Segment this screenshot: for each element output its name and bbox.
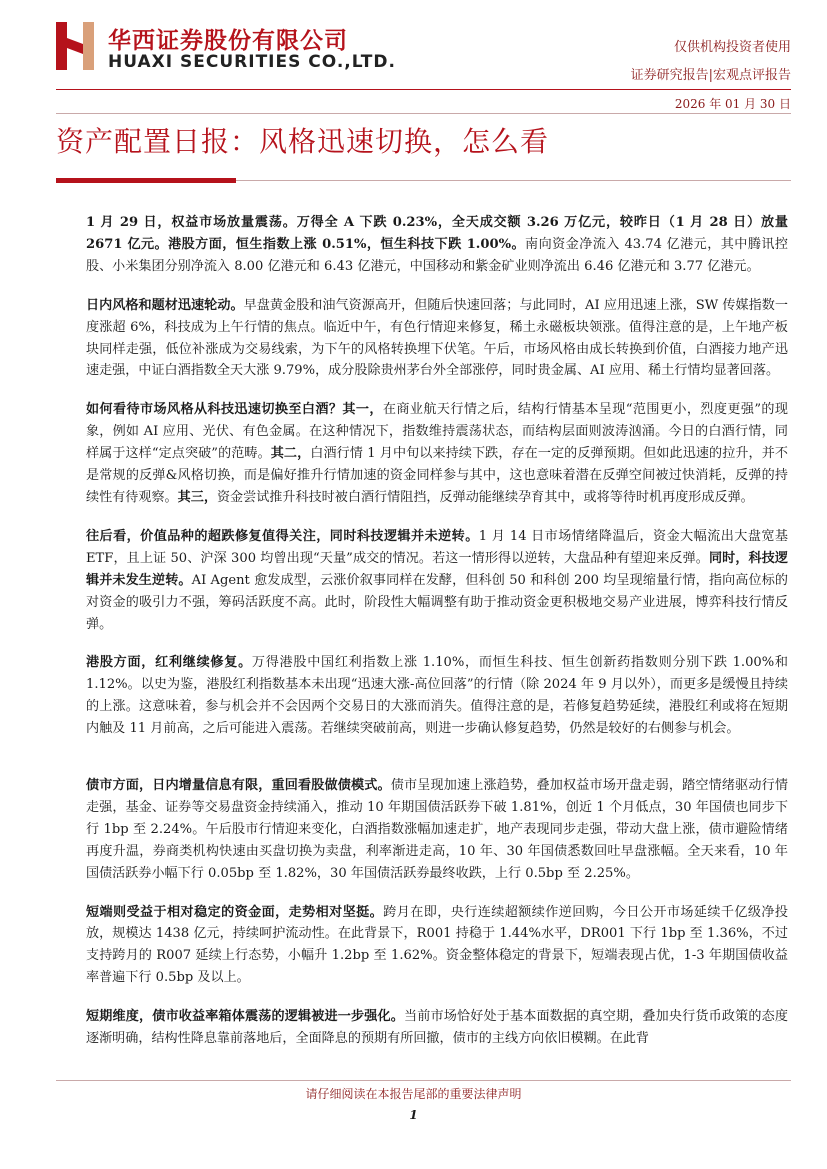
paragraph-emphasis: 短期维度，债市收益率箱体震荡的逻辑被进一步强化。 xyxy=(86,1009,404,1025)
paragraph-emphasis: 往后看，价值品种的超跌修复值得关注，同时科技逻辑并未逆转。 xyxy=(86,528,479,544)
body-paragraph xyxy=(86,295,788,383)
footer-disclaimer: 请仔细阅读在本报告尾部的重要法律声明 xyxy=(305,1087,522,1101)
body-paragraph xyxy=(86,652,788,740)
date-divider xyxy=(56,113,791,114)
paragraph-text: 万得港股中国红利指数上涨 1.10%，而恒生科技、恒生创新药指数则分别下跌 1.00%和 1.12%。以史为鉴，港股红利指数基本未出现“迅速大涨-高位回落”的行情（除 2024 年 9 月以外），而更多是缓慢且持续的上涨。这意味着，参与机会并不会因两个交易日的大涨而消失。值得注意的是，若修复趋势延续，港股红利或将在短期内触及 11 月前高，之后可能进入震荡。若继续突破前高，则进一步确认修复趋势，仍然是较好的右侧参与机会。 xyxy=(86,655,789,737)
paragraph-text: AI Agent 愈发成型，云涨价叙事同样在发酵，但科创 50 和科创 200 均呈现缩量行情，指向高位标的对资金的吸引力不强，筹码活跃度不高。此时，阶段性大幅调整有助于推动资金更积极地交易产业进展，博弈科技行情反弹。 xyxy=(86,572,788,632)
paragraph-emphasis: 如何看待市场风格从科技迅速切换至白酒？其一， xyxy=(86,402,383,418)
body-paragraph xyxy=(86,526,788,636)
report-date: 2026 年 01 月 30 日 xyxy=(674,97,791,111)
paragraph-emphasis: 同时，科技逻辑并未发生逆转。 xyxy=(86,550,789,588)
paragraph-text: 在商业航天行情之后，结构行情基本呈现“范围更小，烈度更强”的现象，例如 AI 应用、光伏、有色金属。在这种情况下，指数维持震荡状态，而结构层面则波涛汹涌。今日的白酒行情，同样属于这样“定点突破”的范畴。 xyxy=(86,402,788,462)
body-paragraph xyxy=(86,212,788,278)
paragraph-text: 债市呈现加速上涨趋势，叠加权益市场开盘走弱，踏空情绪驱动行情走强，基金、证券等交易盘资金持续涌入，推动 10 年期国债活跃券下破 1.81%，创近 1 个月低点，30 年国债也同步下行 1bp 至 2.24%。午后股市行情迎来变化，白酒指数涨幅加速走扩，地产表现同步走强，带动大盘上涨，债市避险情绪再度升温，券商类机构快速由买盘切换为卖盘，利率渐进走高，10 年、30 年国债悉数回吐早盘涨幅。全天来看，10 年国债活跃券小幅下行 0.05bp 至 1.82%，30 年国债活跃券最终收跌，上行 0.5bp 至 2.25%。 xyxy=(86,778,789,881)
report-title: 资产配置日报：风格迅速切换，怎么看 xyxy=(56,125,550,158)
paragraph-text: 南向资金净流入 43.74 亿港元，其中腾讯控股、小米集团分别净流入 8.00 亿港元和 6.43 亿港元，中国移动和紫金矿业则净流出 6.46 亿港元和 3.77 亿港元。 xyxy=(86,236,789,274)
body-paragraph xyxy=(86,399,788,509)
body-paragraph xyxy=(86,775,788,885)
paragraph-text: 早盘黄金股和油气资源高开，但随后快速回落；与此同时，AI 应用迅速上涨，SW 传媒指数一度涨超 6%，科技成为上午行情的焦点。临近中午，有色行情迎来修复，稀土永磁板块领涨。值得注意的是，上午地产板块同样走强，低位补涨成为交易线索，为下午的风格转换埋下伏笔。午后，市场风格由成长转换到价值，白酒接力地产迅速走强，中证白酒指数全天大涨 9.79%，成分股除贵州茅台外全部涨停，同时贵金属、AI 应用、稀土行情均显著回落。 xyxy=(86,297,788,379)
paragraph-text: 跨月在即，央行连续超额续作逆回购，今日公开市场延续千亿级净投放，规模达 1438 亿元，持续呵护流动性。在此背景下，R001 持稳于 1.44%水平，DR001 下行 1bp 至 1.36%，不过支持跨月的 R007 延续上行态势，小幅升 1.2bp 至 1.62%。资金整体稳定的背景下，短端表现占优，1-3 年期国债收益率普遍下行 0.5bp 及以上。 xyxy=(86,904,789,986)
body-paragraph xyxy=(86,902,788,990)
paragraph-emphasis: 短端则受益于相对稳定的资金面，走势相对坚挺。 xyxy=(86,904,384,920)
footer-divider xyxy=(56,1080,791,1081)
title-divider xyxy=(236,180,791,181)
audience-label: 仅供机构投资者使用 xyxy=(673,40,791,55)
title-accent-bar xyxy=(56,178,236,183)
body-paragraph xyxy=(86,1006,788,1050)
paragraph-text: 1 月 14 日市场情绪降温后，资金大幅流出大盘宽基 ETF，且上证 50、沪深 300 均曾出现“天量”成交的情况。若这一情形得以逆转，大盘品种有望迎来反弹。 xyxy=(86,528,789,566)
paragraph-text: 当前市场恰好处于基本面数据的真空期，叠加央行货币政策的态度逐渐明确，结构性降息靠前落地后，全面降息的预期有所回撤，债市的主线方向依旧模糊。在此背 xyxy=(86,1009,789,1047)
paragraph-emphasis: 1 月 29 日，权益市场放量震荡。万得全 A 下跌 0.23%，全天成交额 3.26 万亿元，较昨日（1 月 28 日）放量 2671 亿元。港股方面，恒生指数上涨 0.51%，恒生科技下跌 1.00%。 xyxy=(86,215,788,252)
page-number: 1 xyxy=(409,1108,418,1122)
paragraph-emphasis: 港股方面，红利继续修复。 xyxy=(86,655,252,671)
company-name-cn: 华西证券股份有限公司 xyxy=(108,28,348,54)
header-divider xyxy=(56,89,791,90)
report-type-label: 证券研究报告|宏观点评报告 xyxy=(630,68,791,83)
paragraph-emphasis: 债市方面，日内增量信息有限，重回看股做债模式。 xyxy=(86,778,391,794)
company-name-en: HUAXI SECURITIES CO.,LTD. xyxy=(108,52,396,72)
paragraph-emphasis: 其二， xyxy=(270,446,311,462)
report-body xyxy=(86,212,788,1067)
huaxi-logo-icon xyxy=(56,22,94,70)
paragraph-text: 白酒行情 1 月中旬以来持续下跌，存在一定的反弹预期。但如此迅速的拉升，并不是常规的反弹&风格切换，而是偏好推升行情加速的资金同样参与其中，这也意味着潜在反弹空间被过快消耗，反弹的持续性有待观察。 xyxy=(86,446,788,505)
paragraph-text: 资金尝试推升科技时被白酒行情阻挡，反弹动能继续孕育其中，或将等待时机再度形成反弹。 xyxy=(216,489,754,505)
paragraph-emphasis: 日内风格和题材迅速轮动。 xyxy=(86,297,244,313)
paragraph-emphasis: 其三， xyxy=(177,489,217,505)
